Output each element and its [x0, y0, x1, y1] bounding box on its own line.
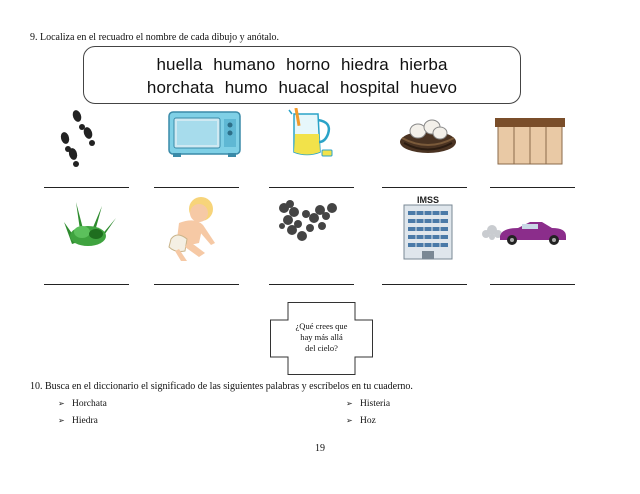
word-bank-row-1 — [84, 55, 520, 75]
list-item: ➢ Horchata — [58, 399, 107, 409]
question-10: 10. Busca en el diccionario el significado de las siguientes palabras y escríbelos en tu cuaderno. — [30, 381, 413, 392]
arrow-bullet-icon: ➢ — [58, 399, 65, 408]
word-horchata: horchata — [146, 78, 214, 97]
oven-icon — [168, 111, 241, 157]
answer-line-1[interactable] — [44, 187, 129, 188]
word-humano: humano — [213, 55, 276, 74]
answer-line-10[interactable] — [490, 284, 575, 285]
word-hospital: hospital — [340, 78, 400, 97]
word-huevo: huevo — [410, 78, 458, 97]
answer-line-2[interactable] — [154, 187, 239, 188]
page-number: 19 — [315, 443, 325, 454]
hospital-sign-label: IMSS — [416, 195, 440, 205]
car-smoke-icon — [480, 218, 570, 248]
crate-icon — [495, 116, 565, 166]
question-9: 9. Localiza en el recuadro el nombre de cada dibujo y anótalo. — [30, 32, 280, 43]
word-bank-row-2 — [84, 78, 520, 98]
answer-line-5[interactable] — [490, 187, 575, 188]
ivy-icon — [276, 198, 340, 244]
arrow-bullet-icon: ➢ — [346, 399, 353, 408]
answer-line-8[interactable] — [269, 284, 354, 285]
answer-line-4[interactable] — [382, 187, 467, 188]
answer-line-7[interactable] — [154, 284, 239, 285]
nest-eggs-icon — [398, 112, 458, 154]
arrow-bullet-icon: ➢ — [58, 416, 65, 425]
answer-line-6[interactable] — [44, 284, 129, 285]
list-item: ➢ Hoz — [346, 416, 376, 426]
list-item: ➢ Histeria — [346, 399, 391, 409]
baby-icon — [159, 193, 221, 263]
arrow-bullet-icon: ➢ — [346, 416, 353, 425]
word-huacal: huacal — [278, 78, 330, 97]
word-huella: huella — [156, 55, 203, 74]
pitcher-icon — [288, 108, 334, 158]
word-humo: humo — [224, 78, 268, 97]
word-bank-box — [83, 46, 521, 104]
grass-icon — [62, 196, 118, 248]
answer-line-3[interactable] — [269, 187, 354, 188]
footprints-icon — [55, 108, 99, 168]
word-hiedra: hiedra — [340, 55, 389, 74]
list-item: ➢ Hiedra — [58, 416, 98, 426]
word-horno: horno — [286, 55, 331, 74]
answer-line-9[interactable] — [382, 284, 467, 285]
word-hierba: hierba — [399, 55, 448, 74]
hospital-icon — [402, 195, 454, 261]
cross-question: ¿Qué crees que hay más allá del cielo? — [295, 321, 348, 353]
